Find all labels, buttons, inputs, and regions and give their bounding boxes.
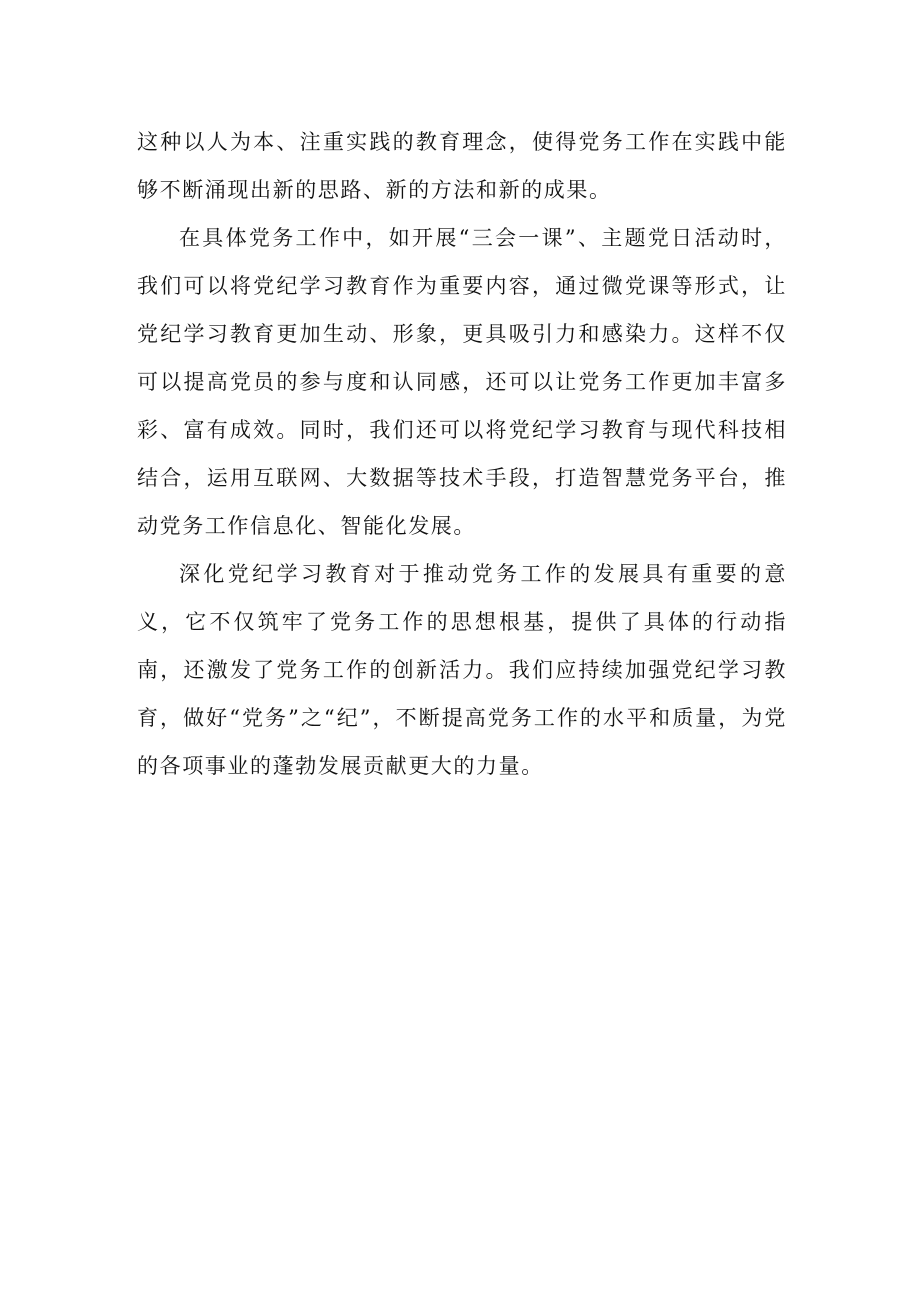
paragraph-conclusion: 深化党纪学习教育对于推动党务工作的发展具有重要的意义，它不仅筑牢了党务工作的思想根基，提供了具体的行动指南，还激发了党务工作的创新活力。我们应持续加强党纪学习教育，做好“党务”之“纪”，不断提高党务工作的水平和质量，为党的各项事业的蓬勃发展贡献更大的力量。	[137, 562, 787, 778]
paragraph-continuation: 这种以人为本、注重实践的教育理念，使得党务工作在实践中能够不断涌现出新的思路、新的方法和新的成果。	[137, 130, 787, 202]
document-body	[137, 118, 787, 790]
paragraph-practice: 在具体党务工作中，如开展“三会一课”、主题党日活动时，我们可以将党纪学习教育作为重要内容，通过微党课等形式，让党纪学习教育更加生动、形象，更具吸引力和感染力。这样不仅可以提高党员的参与度和认同感，还可以让党务工作更加丰富多彩、富有成效。同时，我们还可以将党纪学习教育与现代科技相结合，运用互联网、大数据等技术手段，打造智慧党务平台，推动党务工作信息化、智能化发展。	[137, 226, 787, 538]
